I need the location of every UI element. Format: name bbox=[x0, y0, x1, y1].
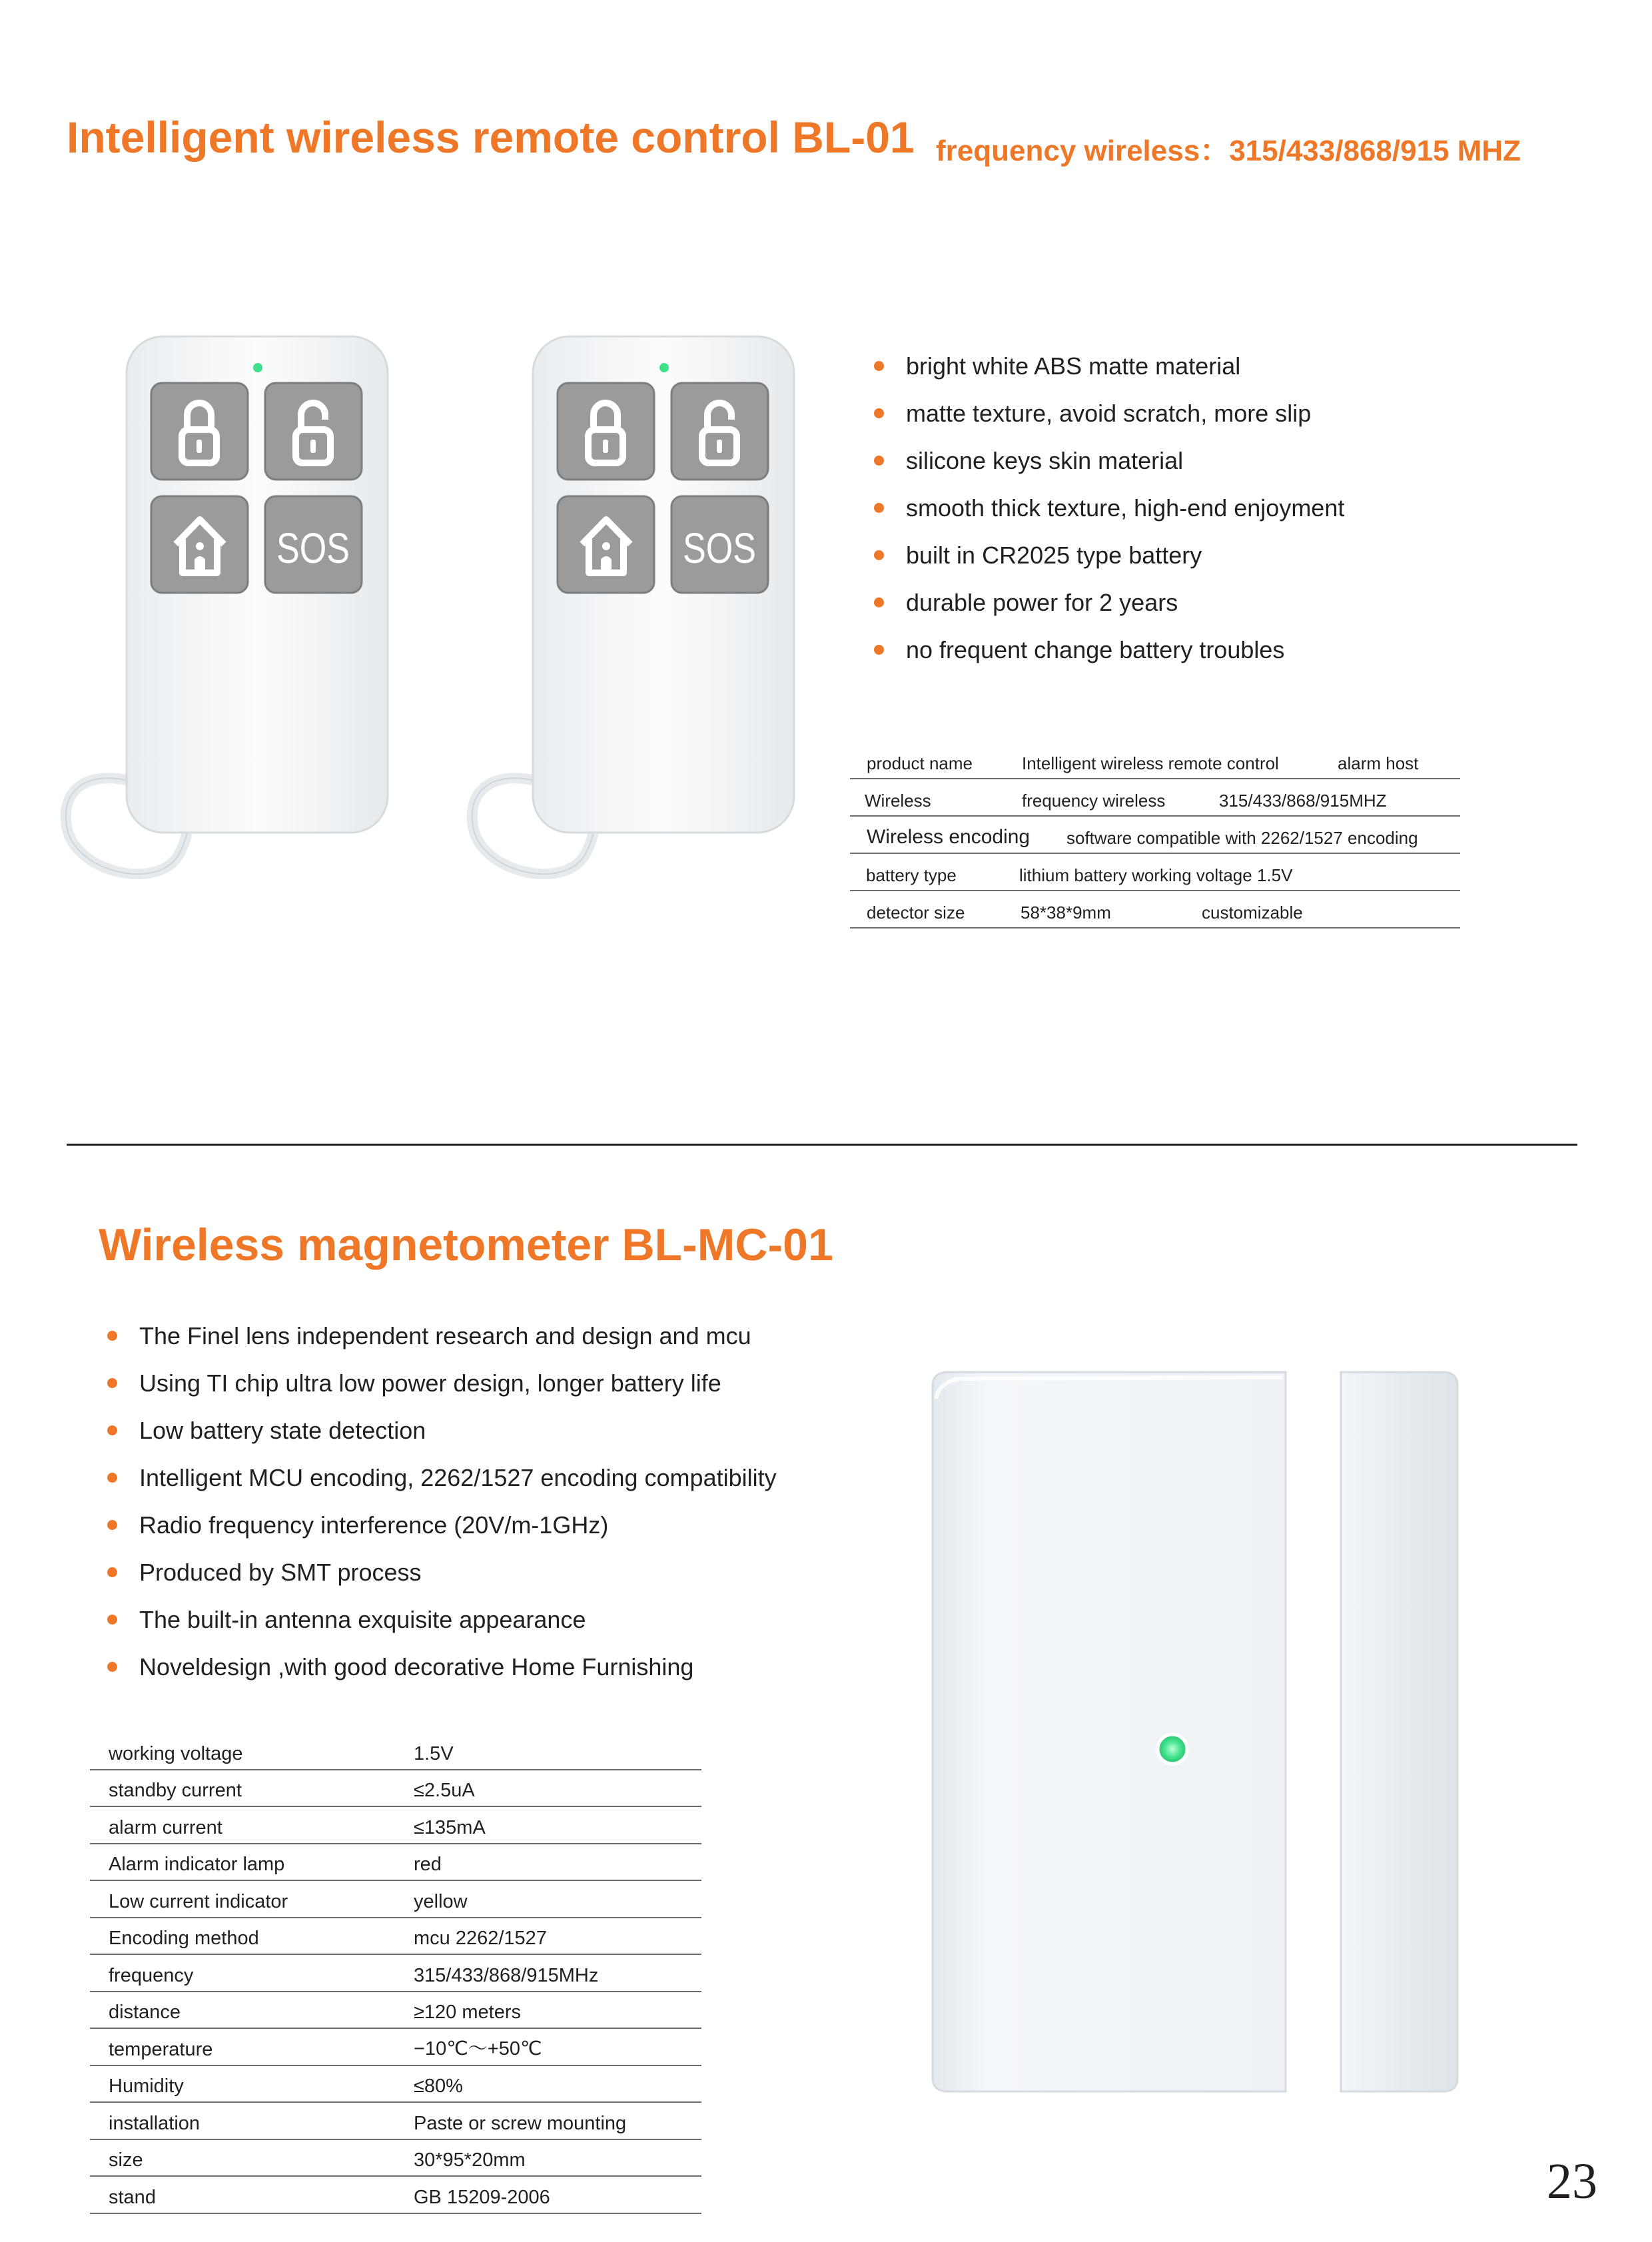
table-cell: 315/433/868/915MHz bbox=[414, 1964, 599, 1986]
table-cell: Encoding method bbox=[109, 1928, 259, 1949]
list-item: Low battery state detection bbox=[98, 1407, 777, 1454]
table-row bbox=[90, 2029, 701, 2066]
bullet-icon bbox=[874, 361, 884, 371]
table-row bbox=[90, 1955, 701, 1992]
section2-title: Wireless magnetometer BL-MC-01 bbox=[99, 1220, 833, 1270]
table-cell: Low current indicator bbox=[109, 1890, 288, 1912]
bullet-icon bbox=[107, 1520, 117, 1530]
magnetometer-sensor-body bbox=[933, 1372, 1286, 2091]
bullet-icon bbox=[107, 1331, 117, 1341]
led-indicator-icon bbox=[1158, 1734, 1187, 1764]
table-cell: lithium battery working voltage 1.5V bbox=[1019, 865, 1293, 885]
table-cell: yellow bbox=[414, 1890, 468, 1912]
list-item: Noveldesign ,with good decorative Home Furnishing bbox=[98, 1643, 777, 1690]
magnetometer-illustration bbox=[913, 1359, 1472, 2125]
table-cell: Paste or screw mounting bbox=[414, 2112, 627, 2134]
bullet-icon bbox=[874, 408, 884, 418]
table-row bbox=[90, 1918, 701, 1956]
table-cell: frequency wireless bbox=[1022, 791, 1166, 811]
table-cell: Intelligent wireless remote control bbox=[1022, 753, 1279, 773]
list-item: Using TI chip ultra low power design, longer battery life bbox=[98, 1359, 777, 1407]
table-row bbox=[850, 817, 1460, 854]
bullet-icon bbox=[874, 550, 884, 560]
table-cell: GB 15209-2006 bbox=[414, 2186, 550, 2208]
list-item: durable power for 2 years bbox=[865, 579, 1344, 626]
table-row bbox=[90, 1992, 701, 2030]
list-item: Radio frequency interference (20V/m-1GHz) bbox=[98, 1501, 777, 1549]
table-cell: ≥120 meters bbox=[414, 2002, 521, 2023]
bullet-icon bbox=[107, 1378, 117, 1388]
table-cell: software compatible with 2262/1527 encoding bbox=[1066, 828, 1418, 848]
section2-feature-list bbox=[98, 1312, 777, 1690]
table-cell: 58*38*9mm bbox=[1021, 903, 1111, 923]
table-cell: Humidity bbox=[109, 2075, 184, 2097]
list-item: Produced by SMT process bbox=[98, 1549, 777, 1596]
table-row bbox=[90, 2140, 701, 2177]
table-cell: ≤80% bbox=[414, 2075, 463, 2097]
bullet-icon bbox=[107, 1615, 117, 1625]
table-cell: working voltage bbox=[109, 1742, 243, 1764]
table-cell: frequency bbox=[109, 1964, 194, 1986]
table-cell: −10℃～+50℃ bbox=[414, 2038, 542, 2059]
bullet-icon bbox=[874, 503, 884, 513]
table-cell: 315/433/868/915MHZ bbox=[1219, 791, 1387, 811]
table-cell: temperature bbox=[109, 2038, 213, 2060]
magnetometer-magnet-body bbox=[1341, 1372, 1457, 2091]
table-row bbox=[90, 2103, 701, 2140]
bullet-icon bbox=[107, 1662, 117, 1672]
list-item: The Finel lens independent research and design and mcu bbox=[98, 1312, 777, 1359]
table-cell: product name bbox=[867, 753, 973, 773]
table-cell: Wireless encoding bbox=[867, 826, 1031, 848]
table-row bbox=[90, 2066, 701, 2103]
table-row bbox=[850, 742, 1460, 779]
table-cell: customizable bbox=[1202, 903, 1303, 923]
bullet-icon bbox=[874, 645, 884, 655]
remote-controls-illustration bbox=[53, 320, 826, 906]
table-cell: alarm host bbox=[1338, 753, 1419, 773]
remote-control-right bbox=[472, 336, 794, 874]
table-cell: Wireless bbox=[865, 791, 931, 811]
table-cell: ≤135mA bbox=[414, 1816, 486, 1838]
table-cell: installation bbox=[109, 2112, 201, 2134]
section1-feature-list bbox=[865, 342, 1344, 673]
sos-button-label: SOS bbox=[276, 524, 350, 572]
section1-spec-table bbox=[850, 742, 1460, 929]
bullet-icon bbox=[107, 1473, 117, 1483]
page-number: 23 bbox=[1547, 2153, 1597, 2209]
table-cell: detector size bbox=[867, 903, 965, 923]
remote-control-left bbox=[66, 336, 388, 874]
sos-button-label: SOS bbox=[683, 524, 756, 572]
bullet-icon bbox=[874, 456, 884, 466]
table-row bbox=[90, 1844, 701, 1882]
list-item: built in CR2025 type battery bbox=[865, 532, 1344, 579]
list-item: Intelligent MCU encoding, 2262/1527 encoding compatibility bbox=[98, 1454, 777, 1501]
bullet-icon bbox=[107, 1567, 117, 1577]
section-divider bbox=[67, 1144, 1577, 1146]
table-cell: alarm current bbox=[109, 1816, 222, 1838]
table-row bbox=[850, 854, 1460, 891]
list-item: smooth thick texture, high-end enjoyment bbox=[865, 484, 1344, 532]
table-cell: 1.5V bbox=[414, 1742, 454, 1764]
table-cell: standby current bbox=[109, 1780, 242, 1801]
table-cell: distance bbox=[109, 2002, 181, 2023]
table-row bbox=[90, 1770, 701, 1808]
table-row bbox=[90, 1881, 701, 1918]
table-cell: red bbox=[414, 1854, 442, 1875]
table-row bbox=[90, 1807, 701, 1844]
bullet-icon bbox=[874, 597, 884, 607]
section1-frequency: frequency wireless：315/433/868/915 MHZ bbox=[936, 135, 1521, 167]
table-cell: 30*95*20mm bbox=[414, 2149, 526, 2171]
table-cell: battery type bbox=[866, 865, 957, 885]
table-cell: ≤2.5uA bbox=[414, 1780, 475, 1801]
table-row bbox=[90, 2177, 701, 2214]
table-row bbox=[850, 779, 1460, 817]
list-item: no frequent change battery troubles bbox=[865, 626, 1344, 673]
table-cell: mcu 2262/1527 bbox=[414, 1928, 547, 1949]
table-row bbox=[90, 1733, 701, 1770]
list-item: matte texture, avoid scratch, more slip bbox=[865, 390, 1344, 437]
section2-spec-table bbox=[90, 1733, 701, 2214]
section1-title: Intelligent wireless remote control BL-01 bbox=[67, 113, 915, 162]
table-cell: stand bbox=[109, 2186, 156, 2208]
table-row bbox=[850, 891, 1460, 929]
list-item: silicone keys skin material bbox=[865, 437, 1344, 484]
table-cell: size bbox=[109, 2149, 143, 2171]
list-item: bright white ABS matte material bbox=[865, 342, 1344, 390]
table-cell: Alarm indicator lamp bbox=[109, 1854, 285, 1875]
bullet-icon bbox=[107, 1425, 117, 1435]
list-item: The built-in antenna exquisite appearance bbox=[98, 1596, 777, 1643]
